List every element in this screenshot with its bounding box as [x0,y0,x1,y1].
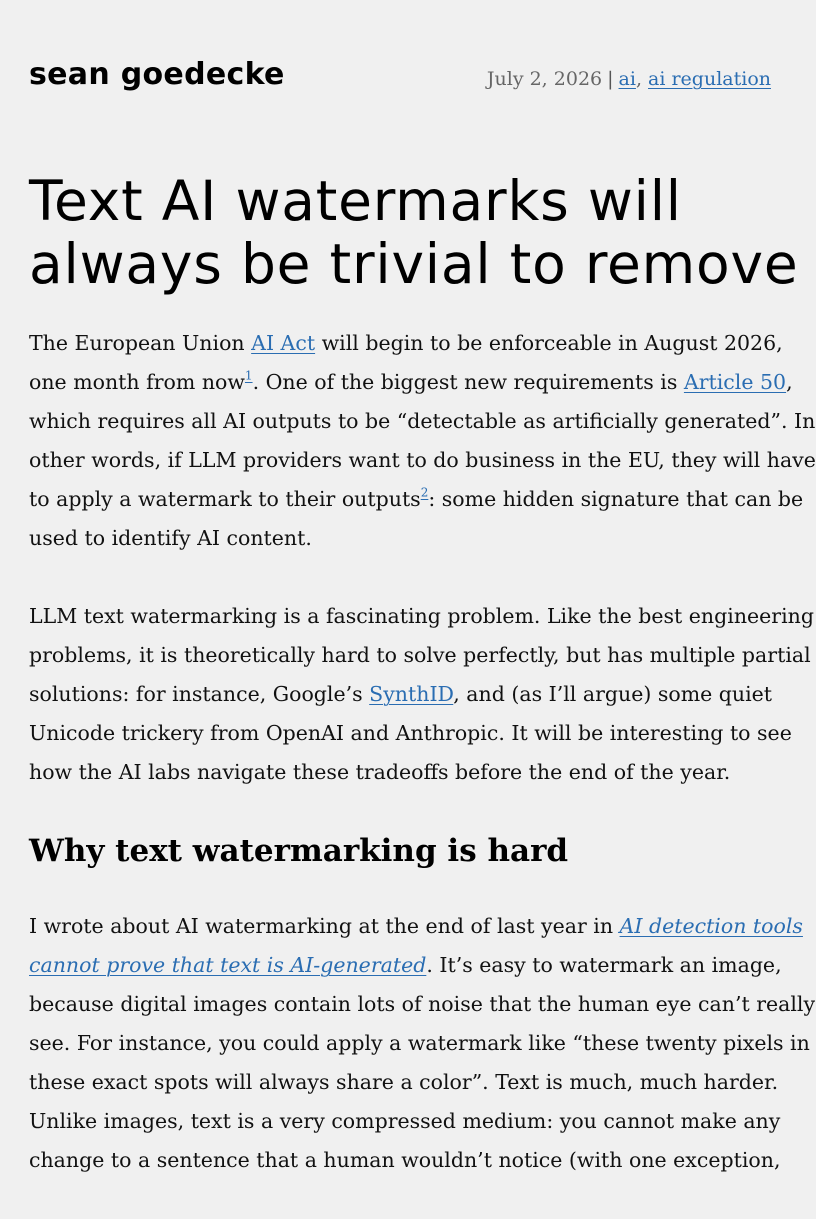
text: . It’s easy to watermark an image, [426,953,782,977]
section-heading: Why text watermarking is hard [29,833,569,869]
paragraph-1 [29,324,816,558]
line [29,324,783,363]
footnote-2-link[interactable]: 2 [420,485,429,500]
line: see. For instance, you could apply a watermark like “these twenty pixels in [29,1031,810,1055]
ai-detection-tools-link[interactable] [620,914,803,938]
text: . One of the biggest new requirements is [252,370,684,394]
line: change to a sentence that a human wouldn’t notice (with one exception, [29,1148,781,1172]
ai-act-link[interactable]: AI Act [251,331,316,355]
text: : some hidden signature that can be [428,487,804,511]
line: Unlike images, text is a very compressed medium: you cannot make any [29,1109,781,1133]
line [29,363,793,402]
line [29,480,804,519]
post-date: July 2, 2026 [486,68,603,90]
tag-link-ai[interactable]: ai [618,68,636,90]
post-meta [487,68,771,90]
line [29,907,803,946]
line: because digital images contain lots of noise that the human eye can’t really [29,992,816,1016]
link-text: AI detection tools [619,914,803,938]
text: will begin to be enforceable in August 2026, [315,331,783,355]
line: used to identify AI content. [29,526,312,550]
post-title-line-2: always be trivial to remove [29,232,799,296]
line: these exact spots will always share a color”. Text is much, much harder. [29,1070,779,1094]
meta-separator: | [607,68,614,90]
line: Unicode trickery from OpenAI and Anthropic. It will be interesting to see [29,721,792,745]
post-title-line-1: Text AI watermarks will [29,169,682,233]
paragraph-3 [29,907,816,1180]
line: which requires all AI outputs to be “detectable as artificially generated”. In [29,409,816,433]
text: , [786,370,793,394]
post-title [29,169,799,296]
synthid-link[interactable]: SynthID [369,682,454,706]
site-header [29,52,771,102]
line: LLM text watermarking is a fascinating problem. Like the best engineering [29,604,814,628]
post-content [29,169,816,1219]
text: I wrote about AI watermarking at the end of last year in [29,914,620,938]
text: one month from now [29,370,245,394]
link-text: cannot prove that text is AI-generated [29,953,427,977]
text: The European Union [29,331,252,355]
site-title[interactable]: sean goedecke [29,57,285,92]
line [29,946,782,985]
tag-comma: , [635,68,642,90]
line [29,675,774,714]
article-50-link[interactable]: Article 50 [683,370,787,394]
line: other words, if LLM providers want to do business in the EU, they will have [29,448,816,472]
line: how the AI labs navigate these tradeoffs before the end of the year. [29,760,731,784]
text: solutions: for instance, Google’s [29,682,370,706]
line: problems, it is theoretically hard to solve perfectly, but has multiple partial [29,643,811,667]
ai-detection-tools-link-continued[interactable] [29,953,426,977]
text: , and (as I’ll argue) some quiet [453,682,773,706]
paragraph-2 [29,597,814,792]
footnote-1-link[interactable]: 1 [244,368,253,383]
tag-link-ai-regulation[interactable]: ai regulation [648,68,771,90]
text: to apply a watermark to their outputs [29,487,421,511]
